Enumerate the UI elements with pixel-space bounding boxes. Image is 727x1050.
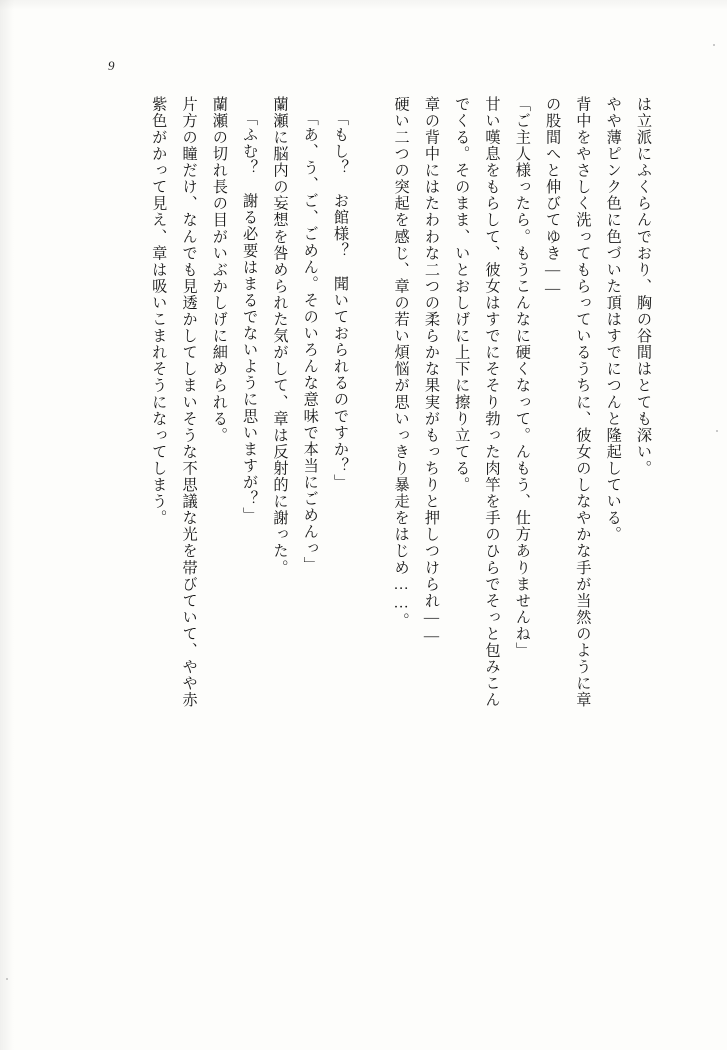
page-spine-shading	[0, 0, 14, 1050]
scan-speck	[6, 978, 8, 980]
text-line: 「ふむ？ 謝る必要はまるでないように思いますが？」	[241, 110, 259, 524]
text-line: の股間へと伸びてゆき――	[544, 96, 562, 299]
text-line: 蘭瀬の切れ長の目がいぶかしげに細められる。	[210, 96, 228, 444]
text-line-blank	[348, 96, 378, 958]
text-line: 紫色がかって見え、章は吸いこまれそうになってしまう。	[150, 96, 168, 527]
text-line: 「あ、う、ご、ごめん。そのいろんな意味で本当にごめんっ」	[301, 110, 319, 574]
text-line: 片方の瞳だけ、なんでも見透かしてしまいそうな不思議な光を帯びていて、やや赤	[180, 96, 198, 709]
text-line: は立派にふくらんでおり、胸の谷間はとても深い。	[635, 96, 652, 477]
page-number: 9	[108, 58, 115, 73]
text-line: 背中をやさしく洗ってもらっているうちに、彼女のしなやかな手が当然のように章	[574, 96, 592, 709]
text-line: 甘い嘆息をもらして、彼女はすでにそそり勃った肉竿を手のひらでそっと包みこん	[483, 96, 501, 709]
scan-speck	[713, 44, 715, 46]
page-top-shading	[0, 0, 727, 10]
text-line: 蘭瀬に脳内の妄想を咎められた気がして、章は反射的に謝った。	[271, 96, 289, 576]
text-line: でくる。そのまま、いとおしげに上下に擦り立てる。	[453, 96, 471, 494]
text-line: 硬い二つの突起を感じ、章の若い煩悩が思いっきり暴走をはじめ……。	[392, 96, 410, 630]
text-line: 章の背中にはたわわな二つの柔らかな果実がもっちりと押しつけられ――	[422, 96, 440, 646]
scan-speck	[716, 430, 718, 432]
vertical-text-body	[78, 96, 651, 958]
text-line: 「ご主人様ったら。もうこんなに硬くなって。んもう、仕方ありませんね」	[513, 96, 531, 659]
text-line: 「もし？ お館様？ 聞いておられるのですか？」	[332, 110, 350, 491]
text-line: やや薄ピンク色に色づいた頂はすでにつんと隆起している。	[604, 96, 622, 543]
